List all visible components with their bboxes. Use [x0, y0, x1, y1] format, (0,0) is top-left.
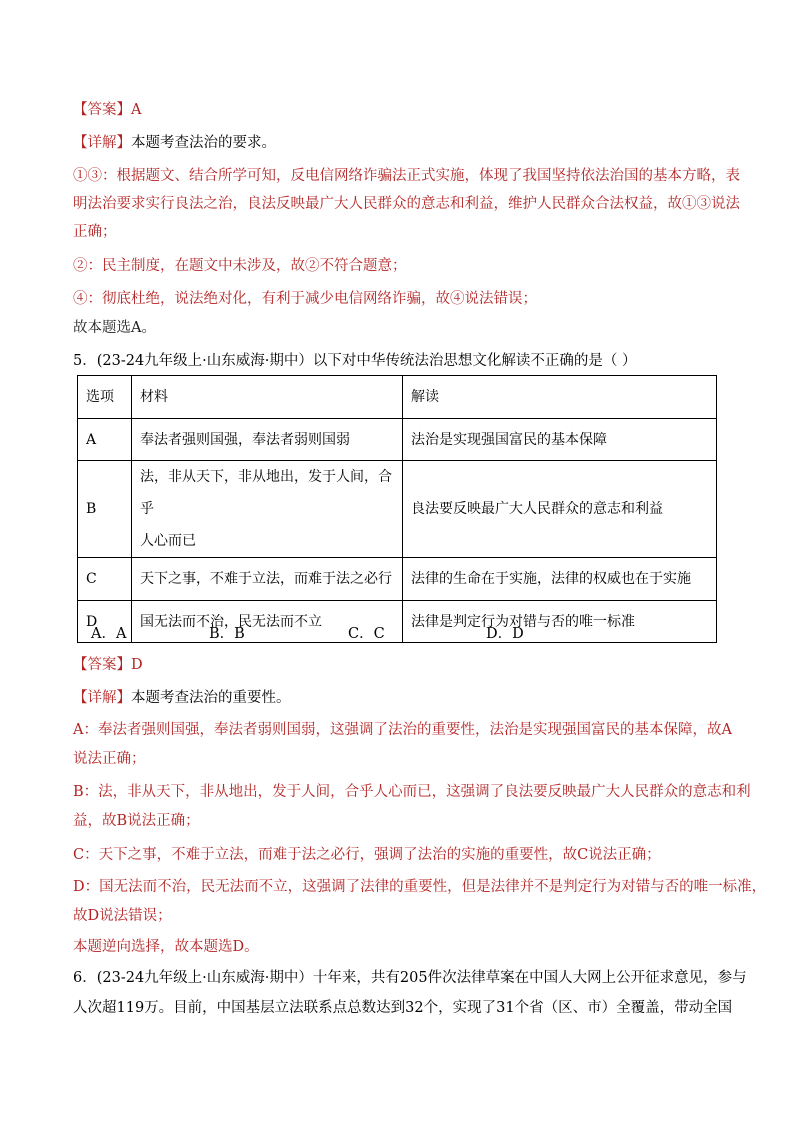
table-header-option: 选项 — [78, 376, 132, 419]
q4-detail-label: 【详解】 — [73, 135, 131, 151]
table-header-row — [78, 376, 717, 419]
table-cell-material-line2: 人心而已 — [140, 533, 196, 549]
table-cell-option: C — [78, 558, 132, 601]
choice-d: D．D — [486, 626, 524, 642]
q6-stem-line1: 6．(23-24九年级上·山东威海·期中）十年来，共有205件次法律草案在中国人大网上公开征求意见，参与 — [73, 970, 747, 986]
q4-para3: ④：彻底杜绝，说法绝对化，有利于减少电信网络诈骗，故④说法错误； — [73, 291, 537, 307]
table-cell-reading: 良法要反映最广大人民群众的意志和利益 — [403, 461, 717, 558]
table-row — [78, 419, 717, 461]
table-cell-option: B — [78, 461, 132, 558]
q4-para1-line3: 正确； — [73, 224, 117, 240]
q5-stem: 5．(23-24九年级上·山东威海·期中）以下对中华传统法治思想文化解读不正确的是（ ） — [73, 353, 637, 369]
table-row — [78, 461, 717, 558]
table-cell-material-line1: 法，非从天下，非从地出，发于人间，合乎 — [140, 469, 392, 517]
q5-conclusion: 本题逆向选择，故本题选D。 — [73, 939, 259, 955]
q5-explain-d-line2: 故D说法错误； — [73, 908, 172, 924]
choice-a: A．A — [91, 626, 127, 642]
q5-explain-a-line2: 说法正确； — [73, 751, 146, 767]
choice-b: B．B — [209, 626, 245, 642]
table-header-material: 材料 — [132, 376, 403, 419]
q6-stem-line2: 人次超119万。目前，中国基层立法联系点总数达到32个，实现了31个省（区、市）全覆盖，带动全国 — [73, 1000, 733, 1016]
table-cell-material: 奉法者强则国强，奉法者弱则国弱 — [132, 419, 403, 461]
choice-c: C．C — [348, 626, 385, 642]
q4-answer: 【答案】A — [73, 102, 142, 118]
q5-detail-intro: 本题考查法治的重要性。 — [131, 690, 291, 706]
table-cell-material: 国无法而不治，民无法而不立 — [132, 601, 403, 643]
q5-detail-label: 【详解】 — [73, 690, 131, 706]
q5-explain-d-line1: D：国无法而不治，民无法而不立，这强调了法律的重要性，但是法律并不是判定行为对错与否的唯一标准， — [73, 879, 767, 895]
q5-explain-b-line2: 益，故B说法正确； — [73, 813, 200, 829]
q5-explain-b-line1: B：法，非从天下，非从地出，发于人间，合乎人心而已，这强调了良法要反映最广大人民群众的意志和利 — [73, 784, 751, 800]
table-header-reading: 解读 — [403, 376, 717, 419]
q4-detail-intro: 本题考查法治的要求。 — [131, 135, 276, 151]
table-cell-material — [132, 461, 403, 558]
table-row — [78, 601, 717, 643]
q5-answer: 【答案】D — [73, 657, 143, 673]
q4-para1-line1: ①③：根据题文、结合所学可知，反电信网络诈骗法正式实施，体现了我国坚持依法治国的基本方略，表 — [73, 168, 740, 184]
table-cell-option: D — [78, 601, 132, 643]
table-cell-reading: 法治是实现强国富民的基本保障 — [403, 419, 717, 461]
q4-detail-line — [73, 133, 723, 153]
q5-explain-a-line1: A：奉法者强则国强，奉法者弱则国弱，这强调了法治的重要性，法治是实现强国富民的基本保障，故A — [73, 722, 732, 738]
q5-detail-line — [73, 688, 723, 708]
q4-conclusion: 故本题选A。 — [73, 320, 156, 336]
q5-explain-c: C：天下之事，不难于立法，而难于法之必行，强调了法治的实施的重要性，故C说法正确； — [73, 847, 661, 863]
q5-options-table — [77, 375, 717, 643]
table-cell-option: A — [78, 419, 132, 461]
table-row — [78, 558, 717, 601]
q4-para1-line2: 明法治要求实行良法之治，良法反映最广大人民群众的意志和利益，维护人民群众合法权益，故①③说法 — [73, 196, 740, 212]
table-cell-reading: 法律是判定行为对错与否的唯一标准 — [403, 601, 717, 643]
table-cell-reading: 法律的生命在于实施，法律的权威也在于实施 — [403, 558, 717, 601]
q4-para2: ②：民主制度，在题文中未涉及，故②不符合题意； — [73, 258, 407, 274]
table-cell-material: 天下之事，不难于立法，而难于法之必行 — [132, 558, 403, 601]
